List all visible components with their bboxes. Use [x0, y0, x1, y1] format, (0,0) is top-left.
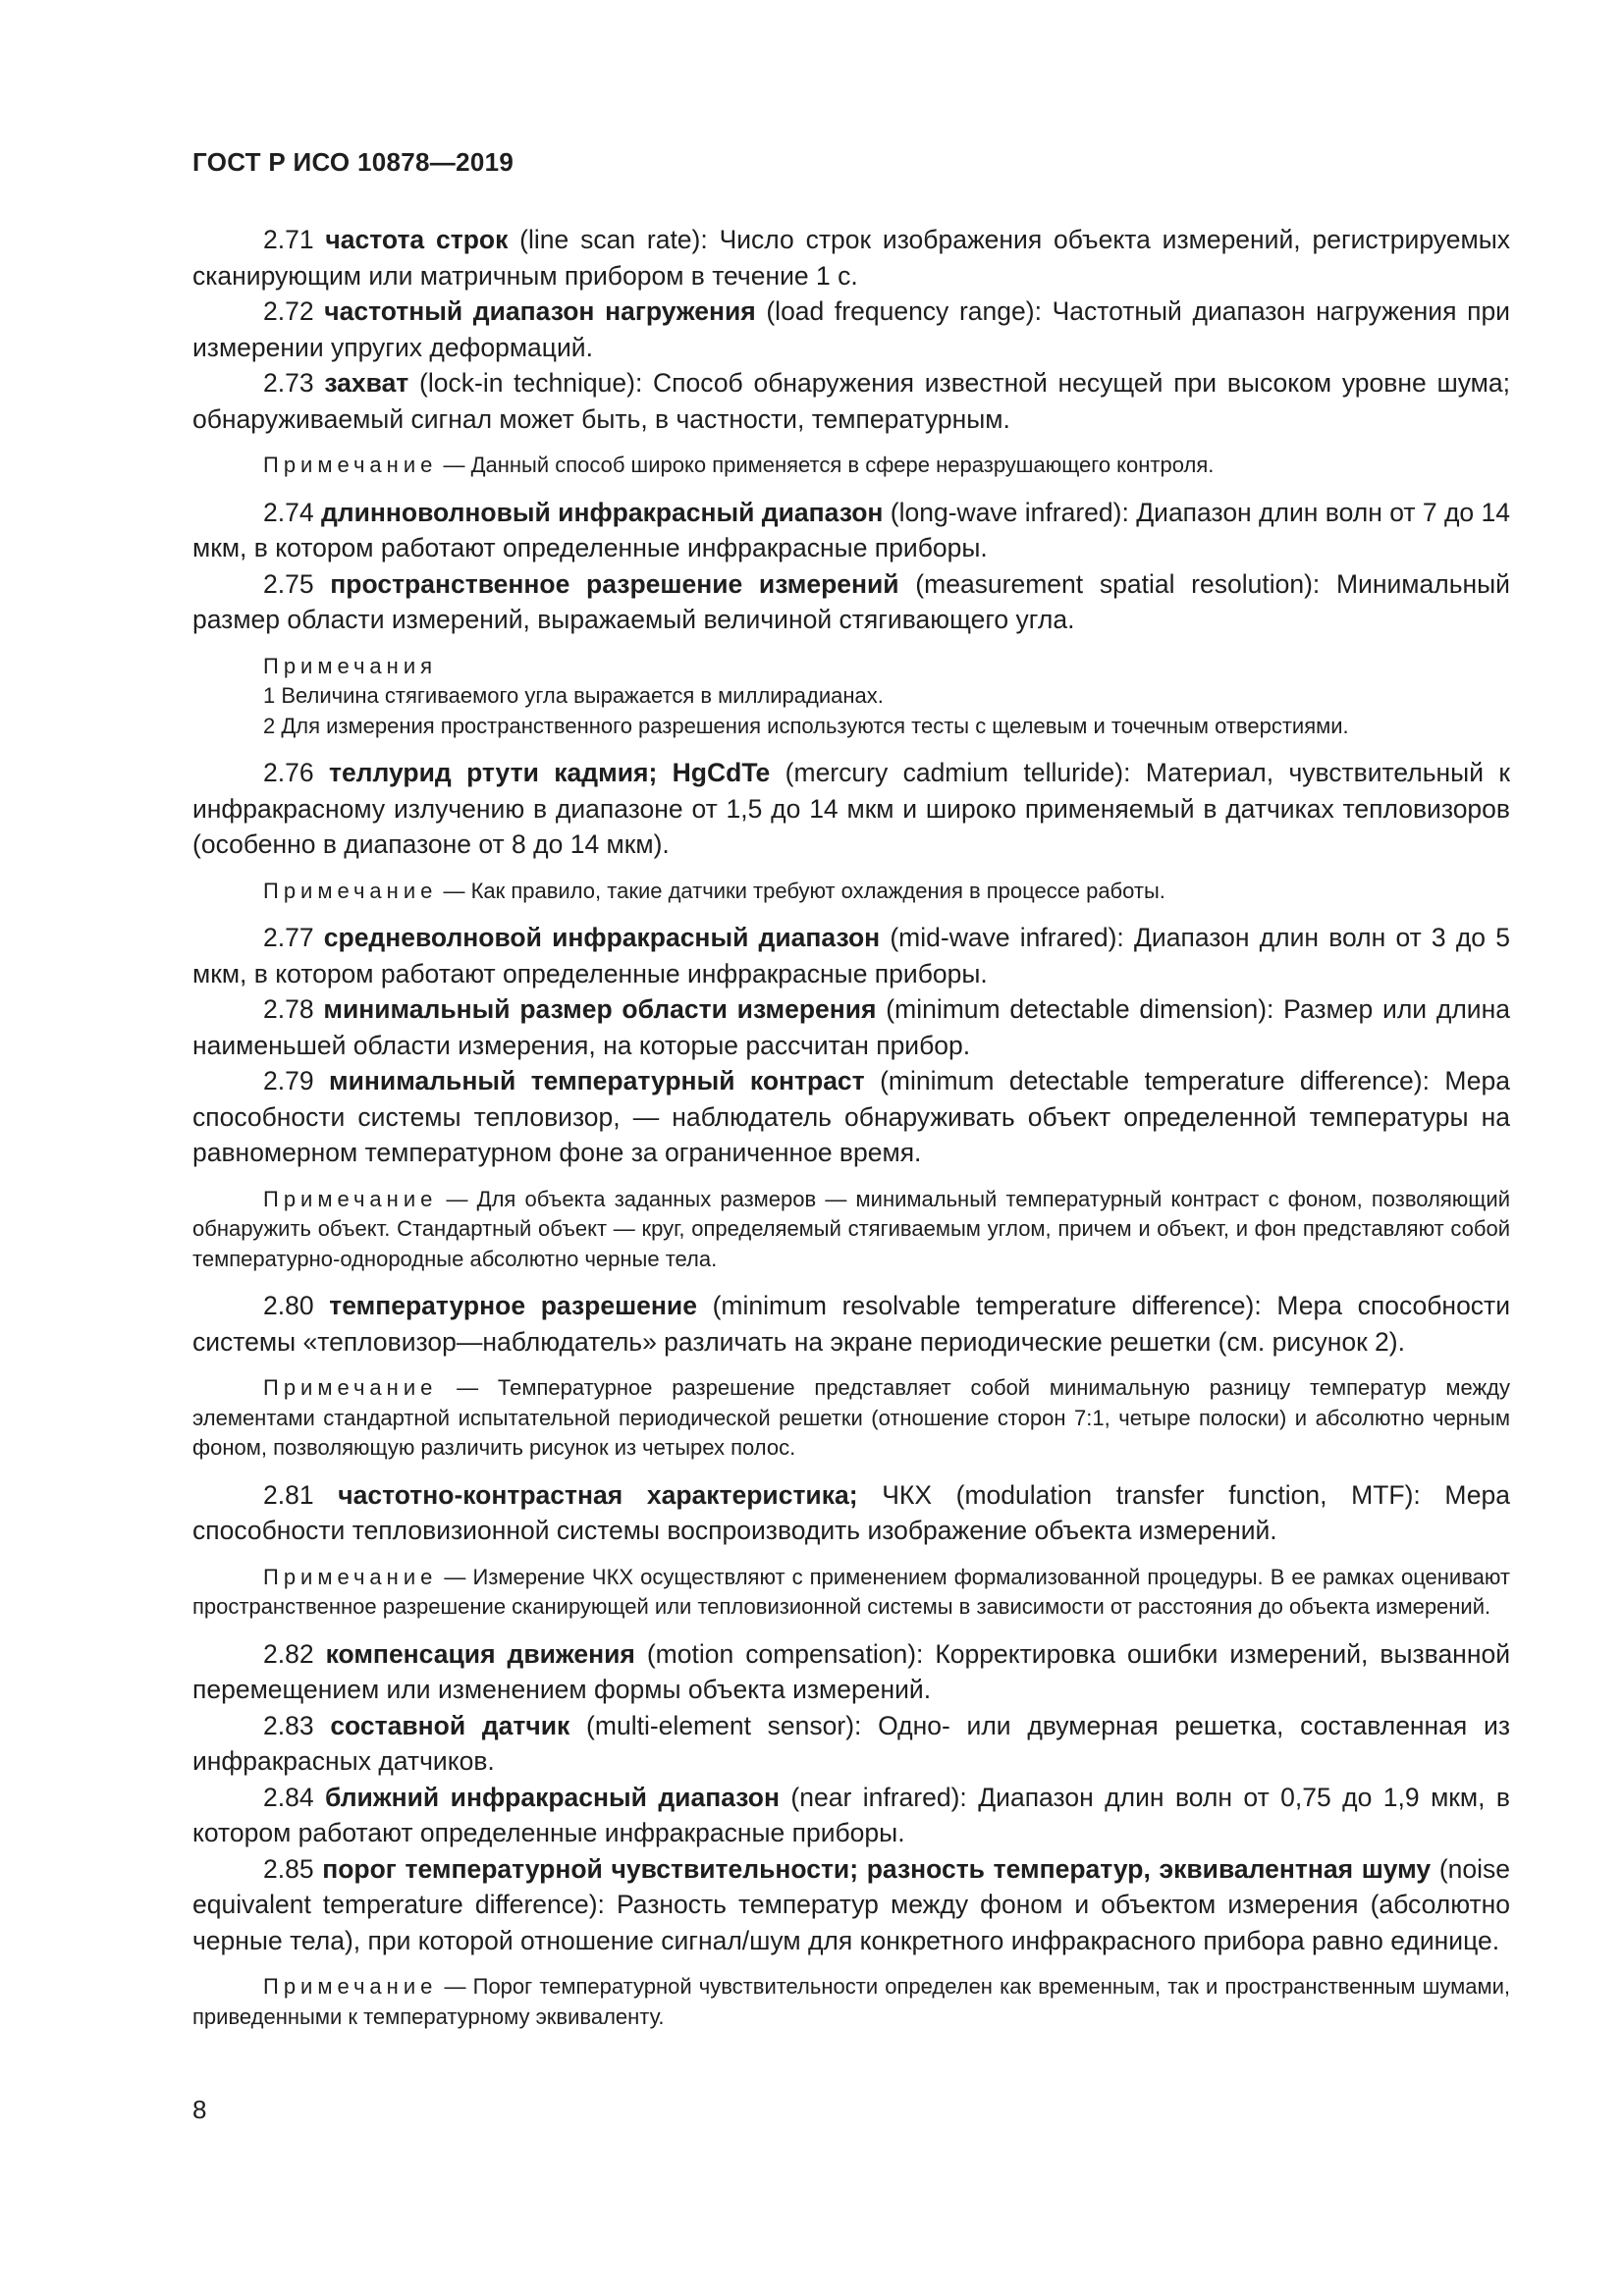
entry-number: 2.77	[263, 923, 314, 952]
entry-text: (load frequency range): Частотный диапазон нагружения при измерении упругих деформаций.	[192, 296, 1510, 362]
entry-text: (minimum detectable temperature difference): Мера способности системы тепловизор, — наблюдатель обнаруживать объект определенной температуры на равномерном температурном фоне за ограниченное время.	[192, 1066, 1510, 1167]
entry-term: составной датчик	[330, 1710, 570, 1740]
page-number: 8	[192, 2095, 207, 2124]
entry-term: теллурид ртути кадмия; HgCdTe	[328, 758, 771, 787]
note-text: — Измерение ЧКХ осуществляют с применением формализованной процедуры. В ее рамках оценивают пространственное разрешение сканирующей или тепловизионной системы в зависимости от расстояния до объекта измерений.	[192, 1564, 1510, 1619]
entry-number: 2.73	[263, 368, 314, 398]
note-label: Примечание	[263, 1974, 438, 1999]
notes-heading: Примечания	[263, 653, 438, 678]
entry-number: 2.82	[263, 1638, 314, 1669]
note-text: — Для объекта заданных размеров — минимальный температурный контраст с фоном, позволяющий обнаружить объект. Стандартный объект — круг, определяемый стягиваемым углом, причем и объект, и фон представляют собой температурно-однородные абсолютно черные тела.	[192, 1186, 1510, 1271]
entry-text: (minimum detectable dimension): Размер или длина наименьшей области измерения, на которые рассчитан прибор.	[192, 994, 1510, 1060]
entry-term: длинноволновый инфракрасный диапазон	[320, 497, 884, 527]
entry-number: 2.79	[263, 1066, 314, 1095]
entry-number: 2.72	[263, 296, 314, 326]
entry-number: 2.71	[263, 225, 314, 254]
note-label: Примечание	[263, 453, 438, 477]
entry-text: (long-wave infrared): Диапазон длин волн от 7 до 14 мкм, в котором работают определенные инфракрасные приборы.	[192, 497, 1510, 562]
entry-text: (mid-wave infrared): Диапазон длин волн от 3 до 5 мкм, в котором работают определенные инфракрасные приборы.	[192, 923, 1510, 988]
note-2-76	[192, 877, 1510, 907]
entry-term: порог температурной чувствительности; разность температур, эквивалентная шуму	[322, 1853, 1432, 1884]
note-2-85	[192, 1972, 1510, 2032]
note-text: — Порог температурной чувствительности определен как временным, так и пространственным шумами, приведенными к температурному эквиваленту.	[192, 1974, 1510, 2029]
entry-text: ЧКХ (modulation transfer function, MTF): Мера способности тепловизионной системы воспроизводить изображение объекта измерений.	[192, 1479, 1510, 1545]
entry-number: 2.85	[263, 1853, 314, 1884]
entry-2-79	[192, 1063, 1510, 1171]
entry-text: (near infrared): Диапазон длин волн от 0,75 до 1,9 мкм, в котором работают определенные инфракрасные приборы.	[192, 1782, 1510, 1847]
entry-term: температурное разрешение	[329, 1291, 697, 1320]
entry-text: (noise equivalent temperature difference): Разность температур между фоном и объектом измерения (абсолютно черные тела), при которой отношение сигнал/шум для конкретного инфракрасного прибора равно единице.	[192, 1853, 1510, 1955]
entry-number: 2.80	[263, 1291, 314, 1320]
note-2-80	[192, 1373, 1510, 1464]
entry-2-81	[192, 1477, 1510, 1549]
entry-2-84	[192, 1780, 1510, 1851]
entry-number: 2.75	[263, 568, 314, 599]
entry-term: частотно-контрастная характеристика;	[338, 1479, 858, 1510]
entry-text: (minimum resolvable temperature difference): Мера способности системы «тепловизор—наблюдатель» различать на экране периодические решетки (см. рисунок 2).	[192, 1291, 1510, 1357]
entry-number: 2.78	[263, 994, 314, 1024]
note-text: — Температурное разрешение представляет собой минимальную разницу температур между элементами стандартной испытательной периодической решетки (отношение сторон 7:1, четыре полоски) и абсолютно черным фоном, позволяющую различить рисунок из четырех полос.	[192, 1375, 1510, 1460]
entry-number: 2.83	[263, 1710, 314, 1740]
note-label: Примечание	[263, 1564, 438, 1589]
entry-term: ближний инфракрасный диапазон	[325, 1782, 780, 1812]
note-2-75-item-1: 1 Величина стягиваемого угла выражается в миллирадианах.	[263, 683, 884, 708]
entry-2-82	[192, 1636, 1510, 1708]
entry-2-71	[192, 222, 1510, 294]
entry-term: средневолновой инфракрасный диапазон	[323, 923, 881, 952]
entry-term: минимальный размер области измерения	[323, 994, 877, 1024]
entry-text: (line scan rate): Число строк изображения объекта измерений, регистрируемых сканирующим или матричным прибором в течение 1 с.	[192, 225, 1510, 291]
entry-2-85	[192, 1851, 1510, 1959]
note-text: — Как правило, такие датчики требуют охлаждения в процессе работы.	[437, 878, 1165, 903]
entry-term: захват	[324, 368, 409, 398]
entry-2-78	[192, 991, 1510, 1063]
entry-text: (measurement spatial resolution): Минимальный размер области измерений, выражаемый величиной стягивающего угла.	[192, 568, 1510, 634]
entry-number: 2.74	[263, 497, 314, 527]
note-text: — Данный способ широко применяется в сфере неразрушающего контроля.	[437, 453, 1215, 477]
entry-number: 2.81	[263, 1479, 314, 1510]
entry-2-77	[192, 920, 1510, 991]
note-2-79	[192, 1185, 1510, 1275]
document-body	[192, 222, 1510, 2032]
note-2-81	[192, 1563, 1510, 1623]
entry-text: (motion compensation): Корректировка ошибки измерений, вызванной перемещением или изменением формы объекта измерений.	[192, 1638, 1510, 1704]
entry-text: (mercury cadmium telluride): Материал, чувствительный к инфракрасному излучению в диапазоне от 1,5 до 14 мкм и широко применяемый в датчиках тепловизоров (особенно в диапазоне от 8 до 14 мкм).	[192, 758, 1510, 859]
note-label: Примечание	[263, 878, 438, 903]
entry-term: минимальный температурный контраст	[329, 1066, 865, 1095]
entry-2-75	[192, 566, 1510, 638]
entry-text: (lock-in technique): Способ обнаружения известной несущей при высоком уровне шума; обнаруживаемый сигнал может быть, в частности, температурным.	[192, 368, 1510, 434]
entry-2-83	[192, 1708, 1510, 1780]
entry-2-80	[192, 1288, 1510, 1360]
entry-term: частотный диапазон нагружения	[324, 296, 756, 326]
entry-2-76	[192, 755, 1510, 863]
entry-text: (multi-element sensor): Одно- или двумерная решетка, составленная из инфракрасных датчиков.	[192, 1710, 1510, 1776]
note-2-75-item-2: 2 Для измерения пространственного разрешения используются тесты с щелевым и точечным отверстиями.	[263, 713, 1349, 738]
note-label: Примечание	[263, 1186, 438, 1211]
entry-term: компенсация движения	[325, 1638, 635, 1669]
entry-number: 2.84	[263, 1782, 314, 1812]
document-header: ГОСТ Р ИСО 10878—2019	[192, 147, 514, 177]
entry-2-72	[192, 294, 1510, 365]
entry-2-73	[192, 365, 1510, 437]
entry-2-74	[192, 495, 1510, 566]
entry-number: 2.76	[263, 758, 314, 787]
note-2-73	[192, 451, 1510, 481]
entry-term: пространственное разрешение измерений	[330, 568, 899, 599]
note-label: Примечание	[263, 1375, 438, 1400]
entry-term: частота строк	[325, 225, 509, 254]
